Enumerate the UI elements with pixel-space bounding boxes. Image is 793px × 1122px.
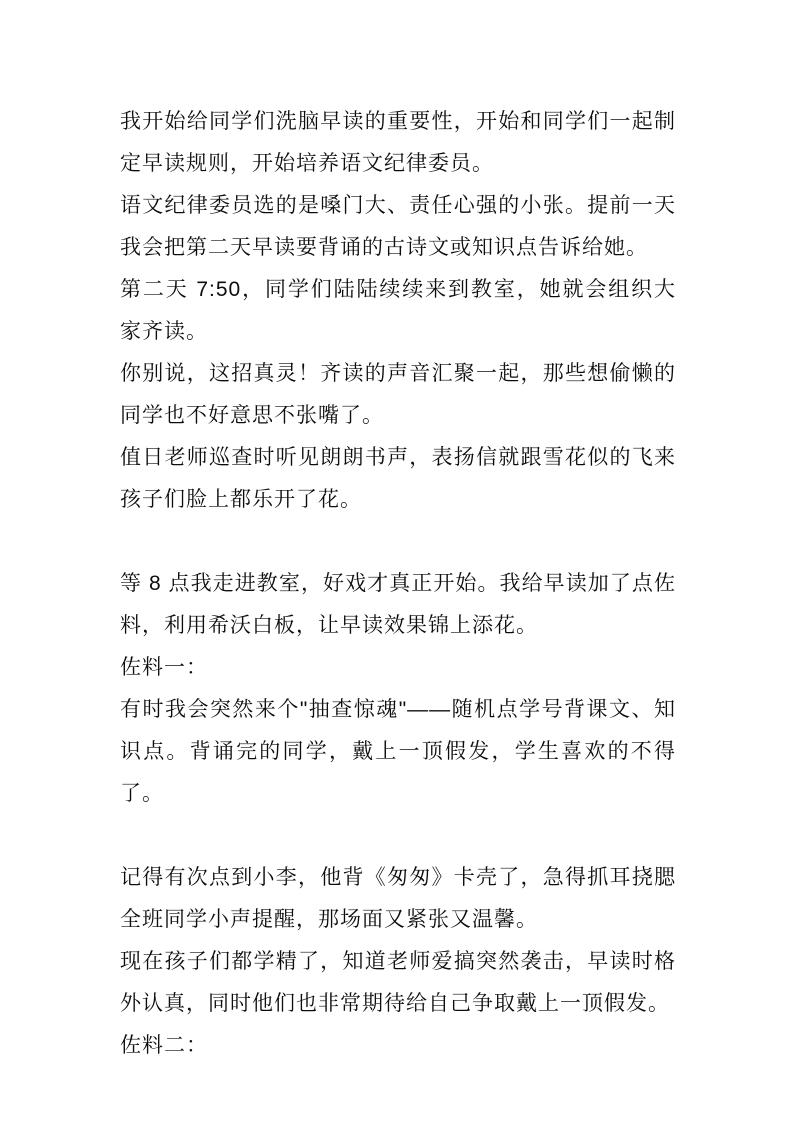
paragraph: 你别说，这招真灵！齐读的声音汇聚一起，那些想偷懒的同学也不好意思不张嘴了。 xyxy=(120,362,676,427)
paragraph: 佐料二： xyxy=(120,1034,208,1057)
paragraph: 现在孩子们都学精了，知道老师爱搞突然袭击，早读时格外认真，同时他们也非常期待给自己争取戴上一顶假发。 xyxy=(120,950,676,1015)
paragraph: 第二天 7:50，同学们陆陆续续来到教室，她就会组织大家齐读。 xyxy=(120,278,676,343)
paragraph: 记得有次点到小李，他背《匆匆》卡壳了，急得抓耳挠腮全班同学小声提醒，那场面又紧张又温馨。 xyxy=(120,866,676,931)
paragraph: 我开始给同学们洗脑早读的重要性，开始和同学们一起制定早读规则，开始培养语文纪律委员。 xyxy=(120,110,676,175)
paragraph: 有时我会突然来个"抽查惊魂"——随机点学号背课文、知识点。背诵完的同学，戴上一顶假发，学生喜欢的不得了。 xyxy=(120,698,676,805)
paragraph: 值日老师巡查时听见朗朗书声，表扬信就跟雪花似的飞来孩子们脸上都乐开了花。 xyxy=(120,446,676,511)
paragraph: 等 8 点我走进教室，好戏才真正开始。我给早读加了点佐料，利用希沃白板，让早读效果锦上添花。 xyxy=(120,572,676,637)
blank-line xyxy=(120,521,676,563)
paragraph: 佐料一： xyxy=(120,656,208,679)
paragraph: 语文纪律委员选的是嗓门大、责任心强的小张。提前一天我会把第二天早读要背诵的古诗文或知识点告诉给她。 xyxy=(120,194,676,259)
blank-line xyxy=(120,815,676,857)
article-body xyxy=(120,101,676,1067)
